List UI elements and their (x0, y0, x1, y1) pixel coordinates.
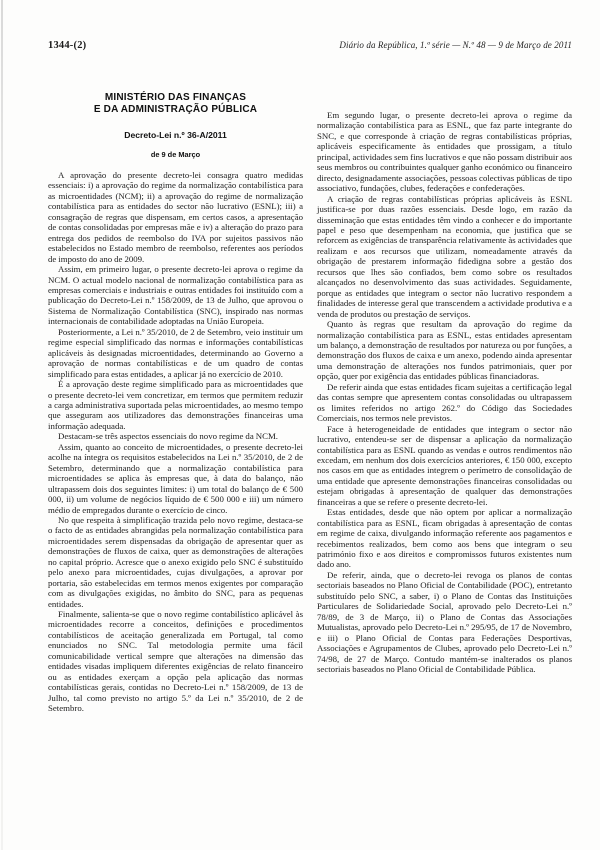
paragraph: Assim, quanto ao conceito de microentidades, o presente decreto-lei acolhe na íntegra os requisitos estabelecidos na Lei n.º 35/2010, de 2 de Setembro, determinando que a normalização contabilística para microentidades se aplica às empresas que, à data do balanço, não ultrapassem dois dos seguintes limites: i) um total do balanço de € 500 000, ii) um volume de negócios líquido de € 500 000 e iii) um número médio de empregados durante o exercício de cinco. (48, 441, 303, 515)
paragraph: Assim, em primeiro lugar, o presente decreto-lei aprova o regime da NCM. O actual modelo nacional de normalização contabilística para as empresas comerciais e industriais e outras entidades foi instituído com a publicação do Decreto-Lei n.º 158/2009, de 13 de Julho, que aprovou o Sistema de Normalização Contabilística (SNC), inspirado nas normas internacionais de contabilidade adoptadas na União Europeia. (48, 264, 303, 327)
paragraph: Quanto às regras que resultam da aprovação do regime da normalização contabilística para as ESNL, estas entidades apresentam um balanço, a demonstração de resultados por natureza ou por funções, a demonstração dos fluxos de caixa e um anexo, podendo ainda apresentar uma demonstração de alterações nos fundos patrimoniais, quer por opção, quer por exigência das entidades públicas financiadoras. (317, 319, 573, 382)
paragraph: A criação de regras contabilísticas próprias aplicáveis às ESNL justifica-se por duas razões essenciais. Desde logo, em razão da disseminação que estas entidades têm vindo a conhecer e do importante papel e peso que desempenham na economia, que justifica que se reforcem as exigências de transparência relativamente às actividades que realizam e aos recursos que utilizam, nomeadamente através da obrigação de prestarem informação fidedigna sobre a gestão dos recursos que lhes são confiados, bem como sobre os resultados alcançados no desenvolvimento das suas actividades. Seguidamente, porque as entidades que integram o sector não lucrativo respondem a finalidades de interesse geral que transcendem a actividade produtiva e a venda de produtos ou prestação de serviços. (317, 193, 572, 319)
paragraph: Finalmente, salienta-se que o novo regime contabilístico aplicável às microentidades recorre a conceitos, definições e procedimentos contabilísticos de aceitação generalizada em Portugal, tal como enunciados no SNC. Tal metodologia permite uma fácil comunicabilidade vertical sempre que alterações na dimensão das entidades visadas impliquem diferentes exigências de relato financeiro ou as entidades exerçam a opção pela aplicação das normas contabilísticas gerais, contidas no Decreto-Lei n.º 158/2009, de 13 de Julho, tal como previsto no artigo 5.º da Lei n.º 35/2010, de 2 de Setembro. (48, 609, 303, 714)
paragraph: Estas entidades, desde que não optem por aplicar a normalização contabilística para as ESNL, ficam obrigadas à apresentação de contas em regime de caixa, divulgando informação referente aos pagamentos e recebimentos realizados, bem como aos bens que integram o seu património fixo e aos direitos e compromissos futuros existentes num dado ano. (317, 507, 572, 570)
ministry-heading-line2: E DA ADMINISTRAÇÃO PÚBLICA (93, 103, 258, 115)
right-column (317, 92, 572, 714)
ministry-heading (48, 92, 303, 115)
left-column (48, 92, 303, 714)
paragraph: A aprovação do presente decreto-lei consagra quatro medidas essenciais: i) a aprovação do regime da normalização contabilística para as microentidades (NCM); ii) a aprovação do regime de normalização contabilística para as entidades do sector não lucrativo (ESNL); iii) a consagração de regras que dispensam, em certos casos, a apresentação de contas consolidadas por empresas mãe e iv) a alteração do prazo para entrega dos pedidos de reembolso do IVA por sujeitos passivos não estabelecidos no Estado membro de reembolso, referentes aos períodos de imposto do ano de 2009. (48, 170, 303, 264)
decree-title: Decreto-Lei n.º 36-A/2011 (124, 130, 227, 140)
scan-edge (1, 0, 3, 850)
paragraph: Destacam-se três aspectos essenciais do novo regime da NCM. (58, 431, 278, 442)
page-header (48, 40, 572, 51)
paragraph: No que respeita à simplificação trazida pelo novo regime, destaca-se o facto de as entidades abrangidas pela normalização contabilística para microentidades serem dispensadas da obrigação de apresentar quer as demonstrações de fluxos de caixa, quer as demonstrações de alterações no capital próprio. Acresce que o anexo exigido pelo SNC é substituído pelo anexo para microentidades, cujas divulgações, a aprovar por portaria, são estabelecidas em termos menos exigentes por comparação com as divulgações exigidas, no âmbito do SNC, para as pequenas entidades. (48, 514, 303, 609)
journal-title-line: Diário da República, 1.ª série — N.º 48 — 9 de Março de 2011 (339, 40, 572, 50)
paragraph: De referir ainda que estas entidades ficam sujeitas a certificação legal das contas sempre que apresentem contas consolidadas ou ultrapassem os limites referidos no artigo 262.º do Código das Sociedades Comerciais, nos termos nele previstos. (317, 381, 572, 424)
right-column-text (317, 110, 572, 674)
paragraph: Face à heterogeneidade de entidades que integram o sector não lucrativo, entendeu-se ser de dispensar a aplicação da normalização contabilística para as ESNL quando as vendas e outros rendimentos não excedam, em nenhum dos dois exercícios anteriores, € 150 000, excepto nos casos em que as entidades integrem o perímetro de consolidação de uma entidade que apresente demonstrações financeiras consolidadas ou estejam obrigadas à apresentação de qualquer das demonstrações financeiras a que se refere o presente decreto-lei. (317, 423, 572, 507)
decree-date: de 9 de Março (150, 150, 201, 159)
two-column-body (48, 92, 572, 714)
paragraph: Posteriormente, a Lei n.º 35/2010, de 2 de Setembro, veio instituir um regime especial simplificado das normas e informações contabilísticas aplicáveis às designadas microentidades, determinando ao Governo a aprovação de normas contabilísticas e de um quadro de contas simplificado para estas entidades, a aplicar já no exercício de 2010. (48, 326, 303, 379)
page-number: 1344-(2) (48, 40, 87, 51)
paragraph: É a aprovação deste regime simplificado para as microentidades que o presente decreto-lei vem concretizar, em termos que permitem reduzir a carga administrativa suportada pelas microentidades, ao mesmo tempo que asseguram aos utilizadores das demonstrações financeiras uma informação adequada. (48, 379, 303, 431)
paragraph: De referir, ainda, que o decreto-lei revoga os planos de contas sectoriais baseados no Plano Oficial de Contabilidade (POC), entretanto substituído pelo SNC, a saber, i) o Plano de Contas das Instituições Particulares de Solidariedade Social, aprovado pelo Decreto-Lei n.º 78/89, de 3 de Março, ii) o Plano de Contas das Associações Mutualistas, aprovado pelo Decreto-Lei n.º 295/95, de 17 de Novembro, e iii) o Plano Oficial de Contas para Federações Desportivas, Associações e Agrupamentos de Clubes, aprovado pelo Decreto-Lei n.º 74/98, de 27 de Março. Contudo mantém-se inalterados os planos sectoriais baseados no Plano Oficial de Contabilidade Pública. (317, 569, 572, 675)
paragraph: Em segundo lugar, o presente decreto-lei aprova o regime da normalização contabilística para as ESNL, que faz parte integrante do SNC, e que corresponde à criação de regras contabilísticas próprias, aplicáveis especificamente às entidades que prossigam, a título principal, actividades sem fins lucrativos e que não possam distribuir aos seus membros ou contribuintes qualquer ganho económico ou financeiro directo, designadamente associações, pessoas colectivas públicas de tipo associativo, fundações, clubes, federações e confederações. (317, 110, 572, 194)
ministry-heading-line1: MINISTÉRIO DAS FINANÇAS (104, 92, 247, 103)
left-column-text (48, 170, 303, 714)
